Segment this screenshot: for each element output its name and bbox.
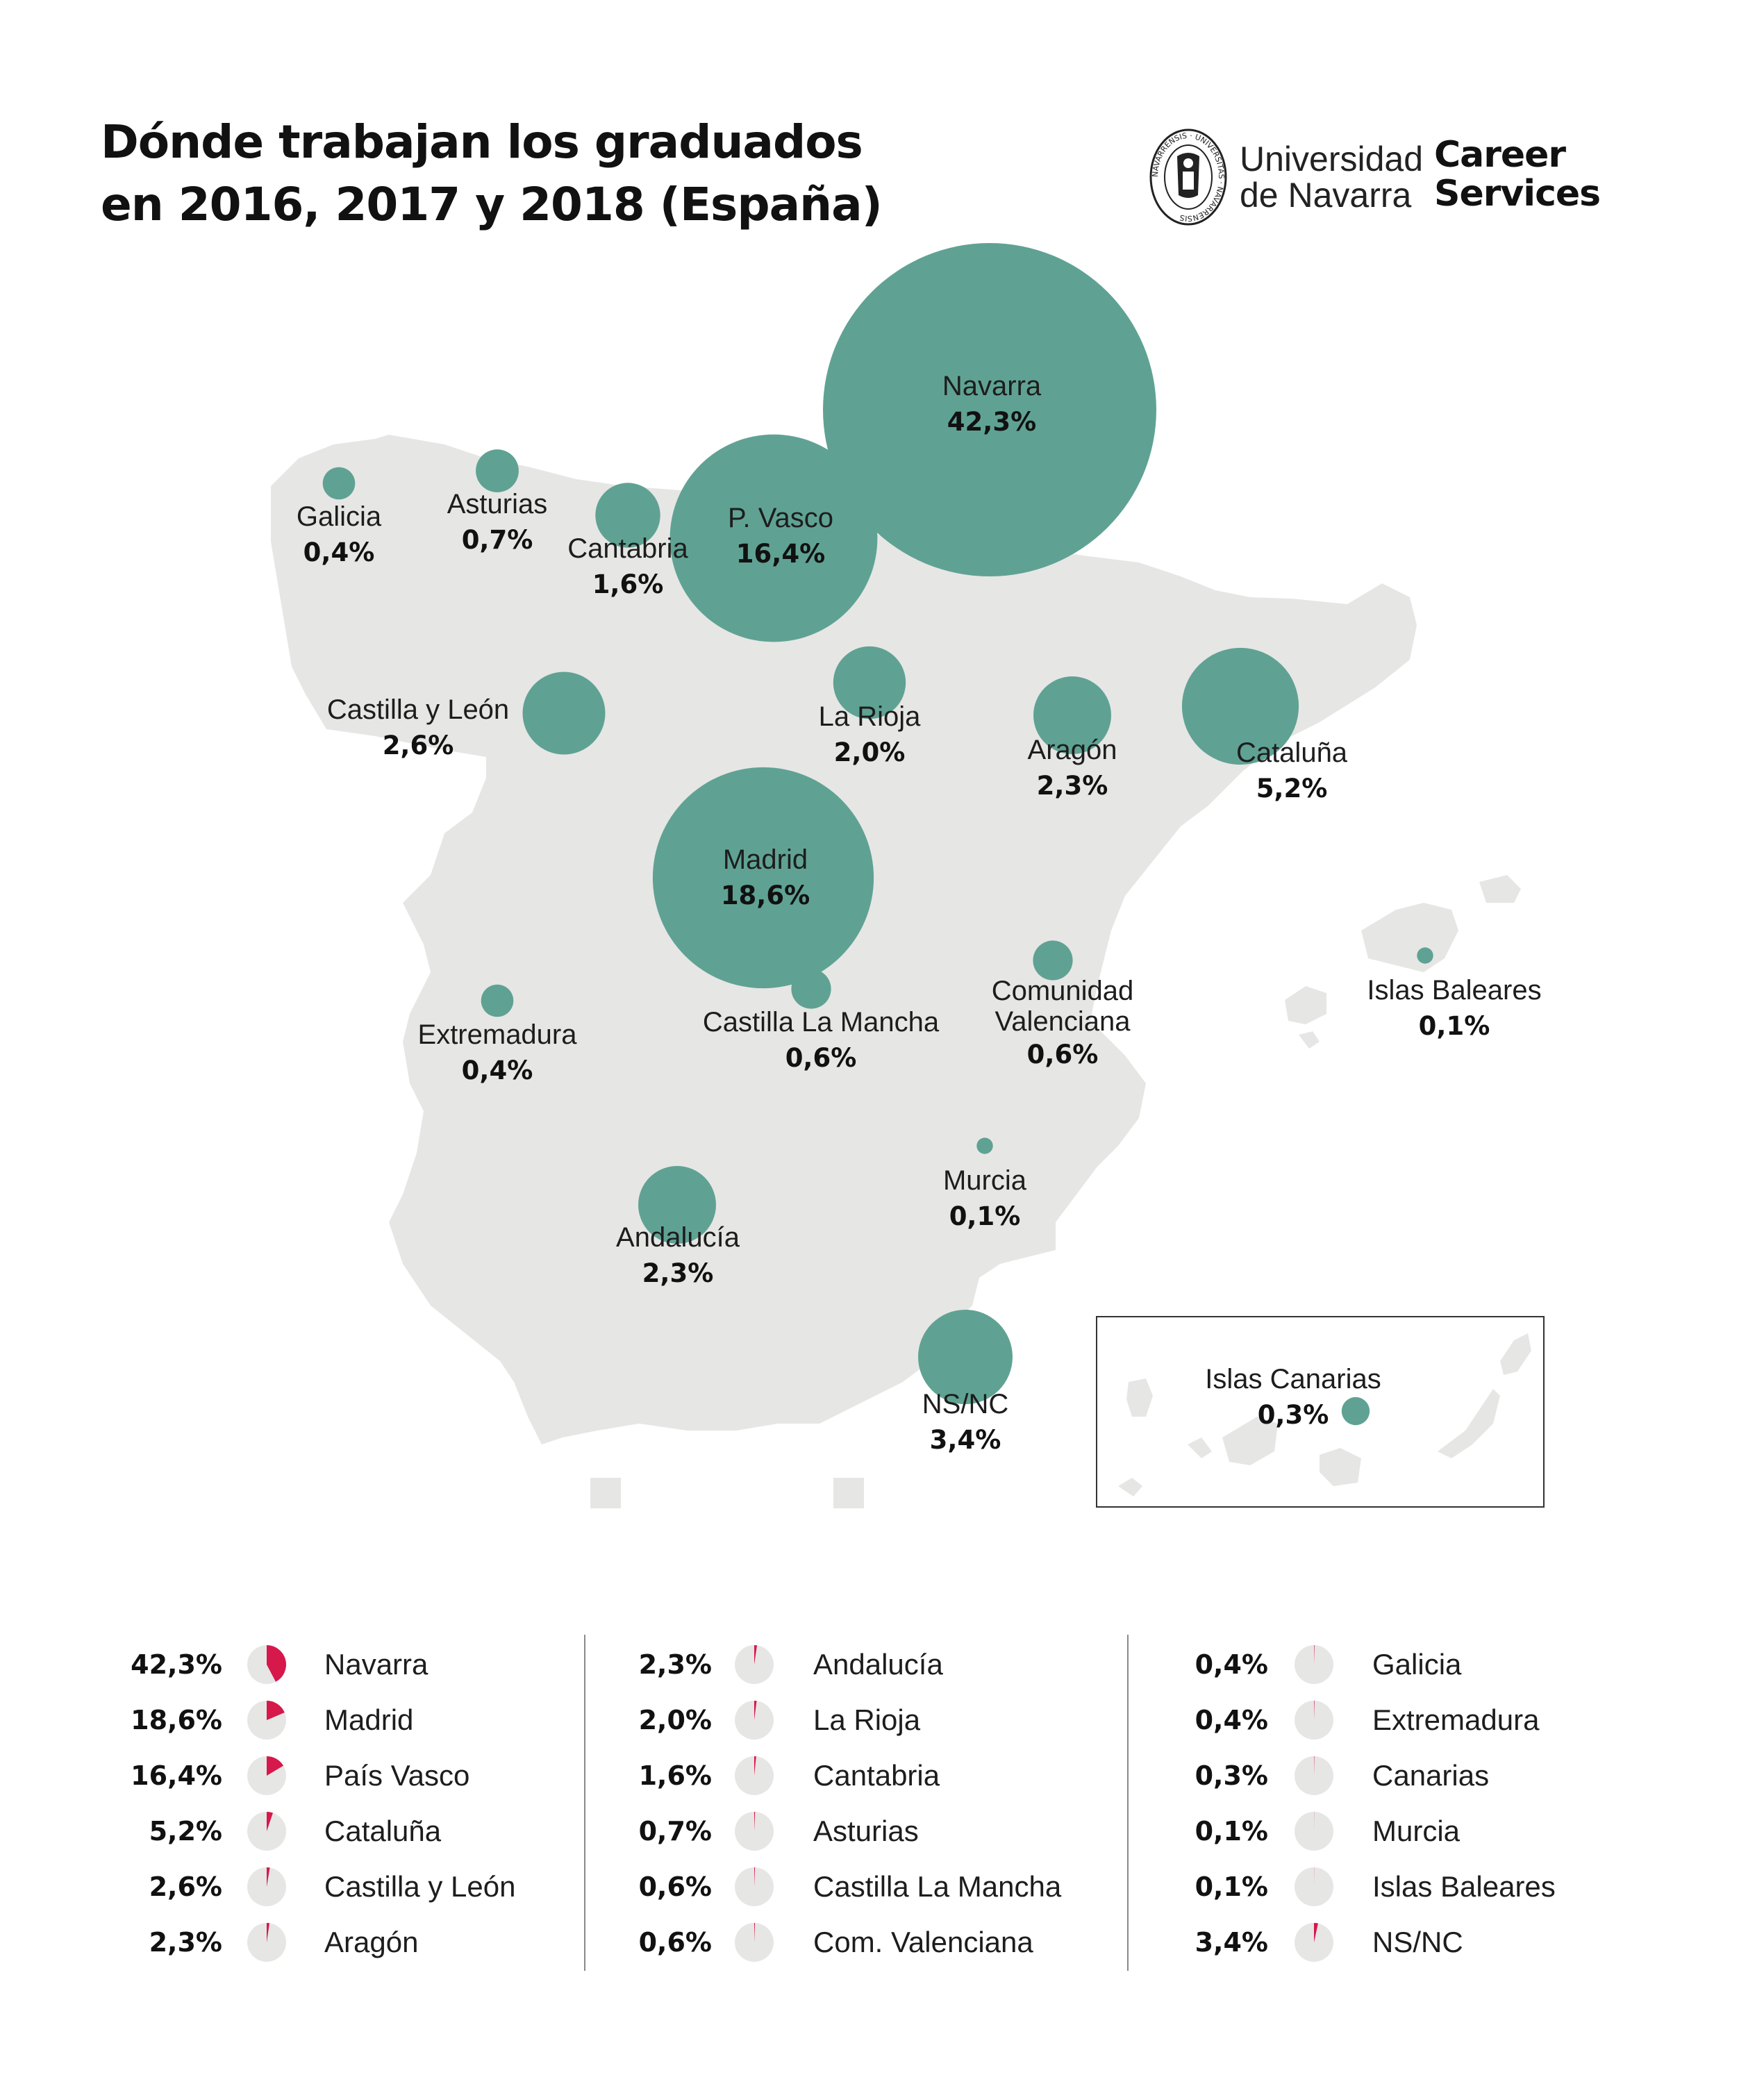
region-name: P. Vasco bbox=[728, 503, 833, 533]
label-aragon bbox=[1028, 732, 1117, 804]
label-andalucia bbox=[616, 1219, 740, 1292]
legend-name: Murcia bbox=[1372, 1815, 1461, 1847]
region-name: Cantabria bbox=[567, 533, 688, 564]
legend-name: País Vasco bbox=[324, 1759, 470, 1792]
legend-value: 5,2% bbox=[149, 1816, 222, 1847]
region-value: 2,3% bbox=[642, 1258, 714, 1288]
region-value: 0,4% bbox=[461, 1056, 533, 1085]
label-islas-baleares bbox=[1367, 972, 1541, 1044]
region-value: 2,6% bbox=[382, 731, 454, 760]
region-name: Cataluña bbox=[1235, 738, 1348, 768]
region-value: 2,0% bbox=[833, 738, 906, 767]
legend-value: 0,7% bbox=[638, 1816, 712, 1847]
region-name: NS/NC bbox=[922, 1389, 1009, 1419]
legend-value: 0,1% bbox=[1195, 1816, 1268, 1847]
legend-name: Andalucía bbox=[813, 1648, 943, 1681]
label-madrid bbox=[721, 842, 810, 914]
region-value: 0,4% bbox=[303, 538, 375, 567]
bubble-extremadura bbox=[481, 985, 514, 1017]
region-name: La Rioja bbox=[818, 701, 921, 732]
region-name: Asturias bbox=[447, 489, 548, 519]
region-value: 1,6% bbox=[592, 569, 664, 599]
region-name: Castilla La Mancha bbox=[702, 1007, 940, 1038]
region-value: 18,6% bbox=[720, 881, 810, 910]
title-line-2: en 2016, 2017 y 2018 (España) bbox=[101, 178, 882, 231]
region-value: 0,3% bbox=[1257, 1400, 1329, 1430]
legend-name: Cataluña bbox=[324, 1815, 442, 1847]
title-line-1: Dónde trabajan los graduados bbox=[101, 115, 863, 169]
region-value: 16,4% bbox=[735, 539, 826, 569]
legend-name: NS/NC bbox=[1372, 1926, 1463, 1958]
region-name: Islas Baleares bbox=[1367, 975, 1542, 1006]
region-value: 3,4% bbox=[929, 1425, 1001, 1455]
label-castilla-leon bbox=[327, 692, 509, 764]
ceuta-melilla bbox=[590, 1478, 864, 1508]
region-value: 0,1% bbox=[1418, 1011, 1490, 1041]
legend-value: 0,6% bbox=[638, 1872, 712, 1902]
region-value: 0,6% bbox=[1026, 1040, 1099, 1069]
label-castilla-la-mancha bbox=[703, 1004, 939, 1076]
legend-value: 2,0% bbox=[638, 1705, 712, 1735]
legend-name: Galicia bbox=[1372, 1648, 1462, 1681]
legend-divider-2 bbox=[1127, 1635, 1129, 1971]
legend-name: Castilla y León bbox=[324, 1870, 516, 1903]
legend-name: Madrid bbox=[324, 1703, 414, 1736]
region-value: 0,6% bbox=[785, 1043, 857, 1073]
legend-name: Cantabria bbox=[813, 1759, 940, 1792]
label-cantabria bbox=[567, 531, 688, 603]
legend-value: 0,3% bbox=[1195, 1760, 1268, 1791]
label-comunidad-valenciana bbox=[992, 976, 1134, 1073]
legend-name: Extremadura bbox=[1372, 1703, 1540, 1736]
label-cataluna bbox=[1236, 735, 1347, 807]
legend-value: 0,6% bbox=[638, 1927, 712, 1958]
legend-divider-1 bbox=[584, 1635, 585, 1971]
region-name: Madrid bbox=[722, 844, 808, 875]
label-la-rioja bbox=[819, 699, 921, 771]
legend-name: Islas Baleares bbox=[1372, 1870, 1556, 1903]
region-name: Islas Canarias bbox=[1205, 1364, 1381, 1394]
legend-value: 0,4% bbox=[1195, 1705, 1268, 1735]
label-murcia bbox=[943, 1162, 1026, 1235]
bubble-islas-baleares bbox=[1417, 947, 1433, 963]
region-name: Murcia bbox=[942, 1165, 1027, 1196]
legend-value: 42,3% bbox=[131, 1649, 222, 1680]
region-value: 2,3% bbox=[1036, 771, 1108, 801]
label-extremadura bbox=[418, 1017, 577, 1089]
label-pais-vasco bbox=[728, 500, 833, 572]
region-value: 0,7% bbox=[461, 525, 533, 555]
label-ns-nc bbox=[922, 1386, 1008, 1458]
label-islas-canarias bbox=[1205, 1361, 1381, 1433]
bubble-murcia bbox=[976, 1138, 992, 1153]
legend-value: 0,4% bbox=[1195, 1649, 1268, 1680]
legend-name: La Rioja bbox=[813, 1703, 921, 1736]
bubble-galicia bbox=[323, 467, 356, 500]
region-value: 5,2% bbox=[1256, 774, 1328, 803]
university-line-2: de Navarra bbox=[1240, 176, 1412, 215]
region-name-line-2: Valenciana bbox=[995, 1006, 1131, 1037]
region-name: Extremadura bbox=[417, 1019, 577, 1050]
seal-text: NAVARRENSIS · UNIVERSITAS · NAVARRENSIS bbox=[1150, 131, 1226, 224]
legend-name: Aragón bbox=[324, 1926, 419, 1958]
label-navarra bbox=[942, 368, 1041, 440]
legend-value: 1,6% bbox=[638, 1760, 712, 1791]
legend-value: 2,3% bbox=[638, 1649, 712, 1680]
bubble-castilla-leon bbox=[523, 672, 606, 755]
legend-value: 2,3% bbox=[149, 1927, 222, 1958]
region-name: Aragón bbox=[1027, 735, 1117, 765]
legend-value: 0,1% bbox=[1195, 1872, 1268, 1902]
label-asturias bbox=[447, 486, 548, 558]
legend-name: Com. Valenciana bbox=[813, 1926, 1033, 1958]
region-name: Galicia bbox=[296, 501, 382, 532]
region-value: 42,3% bbox=[947, 407, 1037, 437]
career-line-2: Services bbox=[1434, 173, 1601, 215]
label-galicia bbox=[297, 499, 381, 571]
legend-name: Navarra bbox=[324, 1648, 428, 1681]
career-line-1: Career bbox=[1434, 134, 1566, 176]
region-value: 0,1% bbox=[949, 1201, 1021, 1231]
university-line-1: Universidad bbox=[1240, 140, 1424, 178]
legend-name: Asturias bbox=[813, 1815, 919, 1847]
legend-value: 16,4% bbox=[131, 1760, 222, 1791]
bubble-comunidad-valenciana bbox=[1033, 940, 1072, 980]
bubble-castilla-la-mancha bbox=[791, 969, 831, 1008]
region-name-line-1: Comunidad bbox=[991, 976, 1134, 1006]
region-name: Andalucía bbox=[616, 1222, 740, 1253]
legend-value: 3,4% bbox=[1195, 1927, 1268, 1958]
legend-name: Canarias bbox=[1372, 1759, 1490, 1792]
legend-name: Castilla La Mancha bbox=[813, 1870, 1062, 1903]
region-name: Navarra bbox=[942, 371, 1042, 401]
legend-value: 2,6% bbox=[149, 1872, 222, 1902]
region-name: Castilla y León bbox=[326, 694, 510, 725]
legend-value: 18,6% bbox=[131, 1705, 222, 1735]
